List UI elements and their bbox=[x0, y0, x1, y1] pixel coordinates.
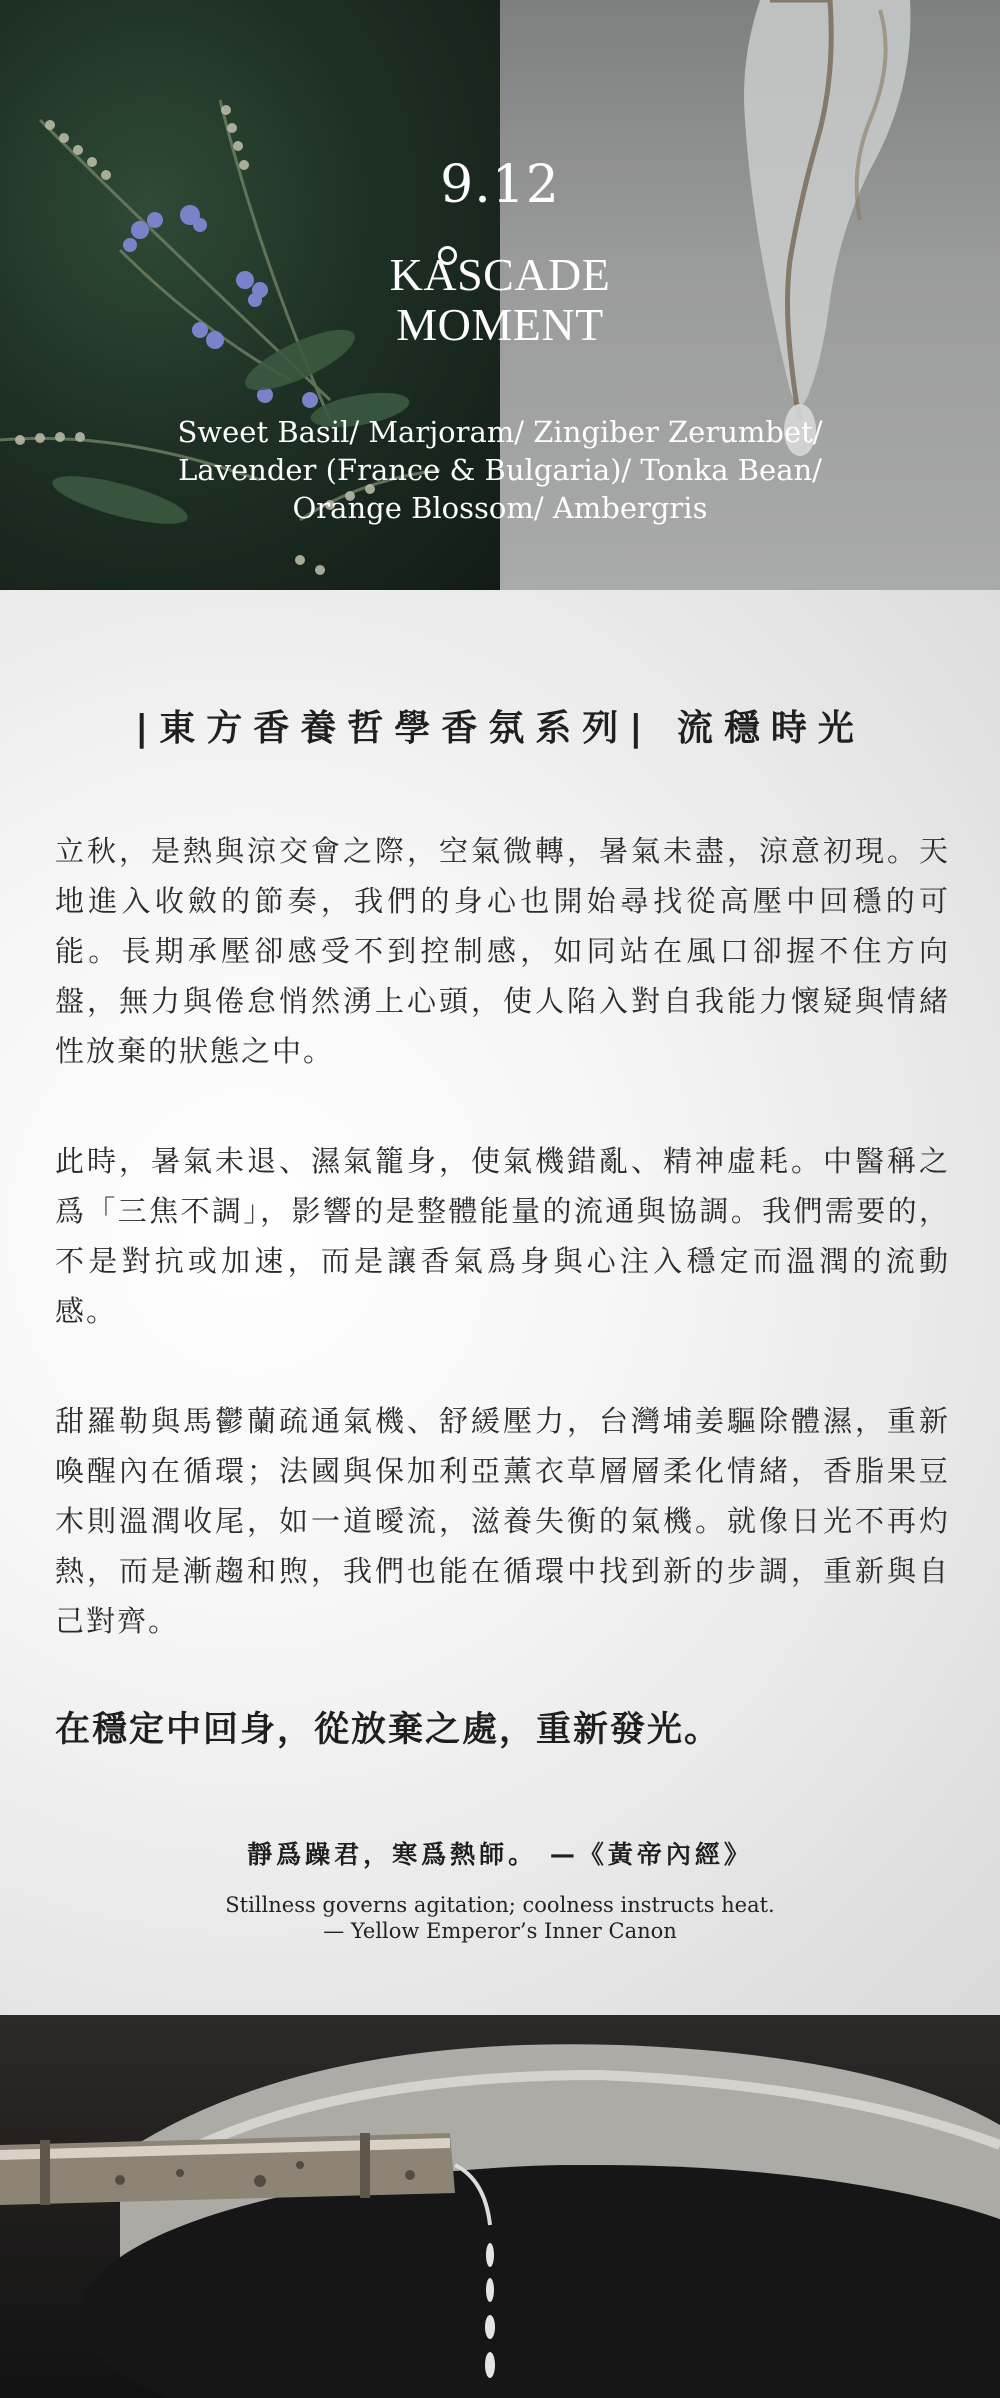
ingredient-list bbox=[0, 413, 1000, 527]
brand-name-line2: MOMENT bbox=[396, 299, 604, 350]
quote-english-line: Stillness governs agitation; coolness instructs heat. bbox=[225, 1893, 775, 1917]
brand-name-line1: KASCADE bbox=[0, 250, 1000, 300]
article-paragraph: 此時，暑氣未退、濕氣籠身，使氣機錯亂、精神虛耗。中醫稱之爲「三焦不調」，影響的是整體能量的流通與協調。我們需要的，不是對抗或加速，而是讓香氣爲身與心注入穩定而溫潤的流動感。 bbox=[55, 1144, 950, 1328]
ingredient-line: Lavender (France & Bulgaria)/ Tonka Bean/ bbox=[178, 453, 822, 487]
brand-mark-icon bbox=[438, 246, 457, 265]
hero-banner bbox=[0, 0, 1000, 590]
quote-chinese: 靜爲躁君，寒爲熱師。 —《黃帝內經》 bbox=[247, 1840, 753, 1869]
bamboo-fountain-photo bbox=[0, 2015, 1000, 2398]
ingredient-line: Orange Blossom/ Ambergris bbox=[292, 491, 708, 525]
article-paragraph: 立秋，是熱與涼交會之際，空氣微轉，暑氣未盡，涼意初現。天地進入收斂的節奏，我們的身心也開始尋找從高壓中回穩的可能。長期承壓卻感受不到控制感，如同站在風口卻握不住方向盤，無力與倦怠悄然湧上心頭，使人陷入對自我能力懷疑與情緒性放棄的狀態之中。 bbox=[55, 834, 950, 1068]
ingredient-line: Sweet Basil/ Marjoram/ Zingiber Zerumbet/ bbox=[177, 415, 823, 449]
brand-logo bbox=[0, 250, 1000, 350]
quote-english bbox=[0, 1892, 1000, 1944]
article-section bbox=[0, 590, 1000, 2015]
bamboo-fountain-illustration bbox=[0, 2015, 1000, 2398]
highlight-statement: 在穩定中回身，從放棄之處，重新發光。 bbox=[55, 1710, 722, 1750]
series-title: |東方香養哲學香氛系列| 流穩時光 bbox=[135, 708, 865, 749]
quote-english-attribution: — Yellow Emperor’s Inner Canon bbox=[323, 1919, 677, 1943]
hero-date: 9.12 bbox=[440, 155, 560, 215]
article-paragraph: 甜羅勒與馬鬱蘭疏通氣機、舒緩壓力，台灣埔姜驅除體濕，重新喚醒內在循環；法國與保加利亞薰衣草層層柔化情緒，香脂果豆木則溫潤收尾，如一道曖流，滋養失衡的氣機。就像日光不再灼熱，而是漸趨和煦，我們也能在循環中找到新的步調，重新與自己對齊。 bbox=[55, 1404, 950, 1638]
